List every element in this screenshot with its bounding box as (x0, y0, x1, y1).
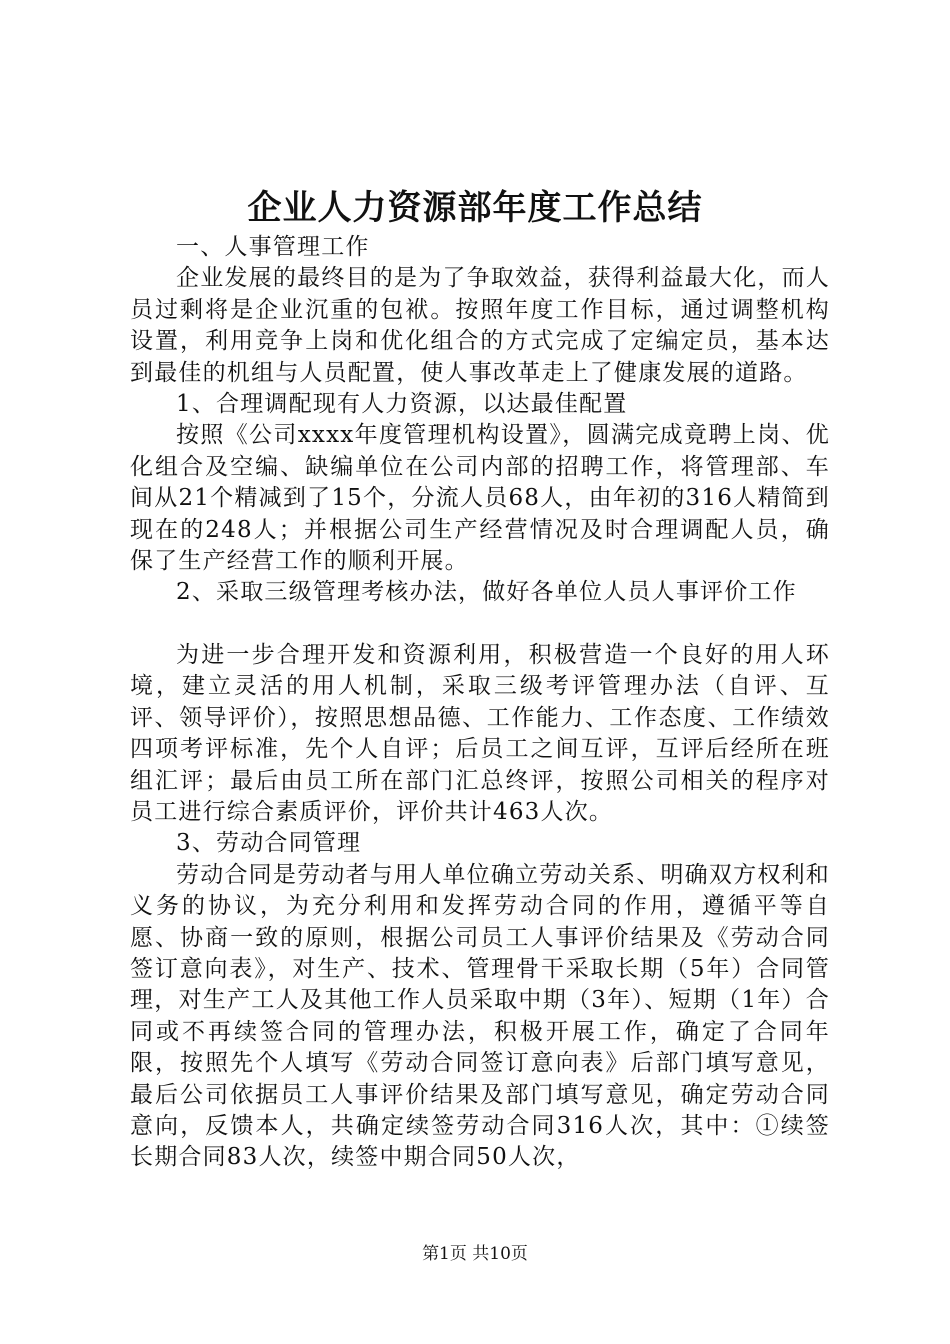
subsection-heading: 1、合理调配现有人力资源，以达最佳配置 (176, 391, 628, 418)
subsection-heading: 2、采取三级管理考核办法，做好各单位人员人事评价工作 (176, 579, 797, 606)
body-paragraph: 为进一步合理开发和资源利用，积极营造一个良好的用人环境，建立灵活的用人机制，采取三级考评管理办法（自评、互评、领导评价），按照思想品德、工作能力、工作态度、工作绩效四项考评标准，先个人自评；后员工之间互评，互评后经所在班组汇评；最后由员工所在部门汇总终评，按照公司相关的程序对员工进行综合素质评价，评价共计463人次。 (130, 641, 830, 825)
body-paragraph: 企业发展的最终目的是为了争取效益，获得利益最大化，而人员过剩将是企业沉重的包袱。按照年度工作目标，通过调整机构设置，利用竞争上岗和优化组合的方式完成了定编定员，基本达到最佳的机组与人员配置，使人事改革走上了健康发展的道路。 (130, 265, 830, 386)
document-body (130, 232, 830, 1174)
document-title: 企业人力资源部年度工作总结 (247, 188, 703, 228)
body-paragraph: 按照《公司xxxx年度管理机构设置》，圆满完成竟聘上岗、优化组合及空编、缺编单位在公司内部的招聘工作，将管理部、车间从21个精减到了15个，分流人员68人，由年初的316人精简到现在的248人；并根据公司生产经营情况及时合理调配人员，确保了生产经营工作的顺利开展。 (130, 422, 830, 575)
page-footer: 第1页 共10页 (422, 1244, 528, 1264)
body-paragraph: 劳动合同是劳动者与用人单位确立劳动关系、明确双方权利和义务的协议，为充分利用和发挥劳动合同的作用，遵循平等自愿、协商一致的原则，根据公司员工人事评价结果及《劳动合同签订意向表》，对生产、技术、管理骨干采取长期（5年）合同管理，对生产工人及其他工作人员采取中期（3年）、短期（1年）合同或不再续签合同的管理办法，积极开展工作，确定了合同年限，按照先个人填写《劳动合同签订意向表》后部门填写意见，最后公司依据员工人事评价结果及部门填写意见，确定劳动合同意向，反馈本人，共确定续签劳动合同316人次，其中：①续签长期合同83人次，续签中期合同50人次， (130, 861, 830, 1171)
subsection-heading: 3、劳动合同管理 (176, 830, 362, 857)
section-heading: 一、人事管理工作 (176, 234, 370, 260)
